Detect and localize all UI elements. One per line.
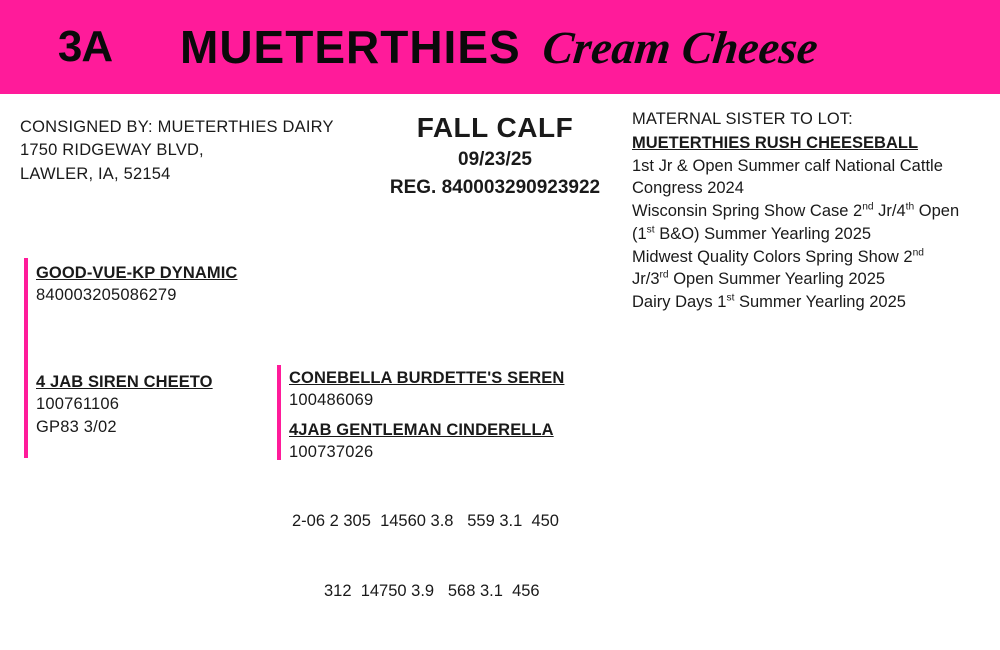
maternal-lot-name: MUETERTHIES RUSH CHEESEBALL bbox=[632, 133, 919, 152]
maternal-sister-block bbox=[632, 108, 992, 314]
maternal-achievement-2-cont: (1st B&O) Summer Yearling 2025 bbox=[632, 224, 872, 243]
farm-name: MUETERTHIES bbox=[180, 21, 521, 73]
maternal-achievement-4: Dairy Days 1st Summer Yearling 2025 bbox=[632, 292, 906, 312]
maternal-achievement-2: Wisconsin Spring Show Case 2nd Jr/4th Open bbox=[632, 201, 960, 221]
pedigree-sire-dam-name: 4 JAB SIREN CHEETO bbox=[36, 373, 213, 391]
consignor-block bbox=[20, 116, 380, 186]
sire-bracket-bar bbox=[24, 258, 28, 458]
pedigree-sire-sire-name: GOOD-VUE-KP DYNAMIC bbox=[36, 264, 238, 282]
pedigree-dam-sire-id: 100486069 bbox=[289, 391, 374, 410]
pedigree-sire-dam-id: 100761106 bbox=[36, 395, 120, 414]
pedigree-dam-sire-name: CONEBELLA BURDETTE'S SEREN bbox=[289, 369, 565, 387]
maternal-achievement-1-cont: Congress 2024 bbox=[632, 179, 744, 198]
pedigree-sire-sire bbox=[36, 262, 266, 307]
animal-summary bbox=[380, 112, 610, 199]
production-records bbox=[292, 463, 692, 650]
maternal-achievement-3-cont: Jr/3rd Open Summer Yearling 2025 bbox=[632, 269, 886, 289]
dam-bracket-bar bbox=[277, 365, 281, 460]
product-name: Cream Cheese bbox=[540, 22, 821, 73]
pedigree-dam-sire bbox=[289, 367, 589, 412]
pedigree-sire-dam bbox=[36, 371, 276, 438]
pedigree-sire-dam-classification: GP83 3/02 bbox=[36, 417, 117, 436]
lot-number: 3A bbox=[57, 22, 113, 71]
animal-birth-date: 09/23/25 bbox=[458, 149, 532, 170]
animal-title: FALL CALF bbox=[416, 112, 574, 143]
maternal-achievement-1: 1st Jr & Open Summer calf National Cattle bbox=[632, 156, 943, 175]
consignor-line-1: CONSIGNED BY: MUETERTHIES DAIRY bbox=[20, 118, 334, 136]
pedigree-sire-sire-id: 840003205086279 bbox=[36, 286, 177, 305]
header-title bbox=[170, 20, 1000, 74]
consignor-line-2: 1750 RIDGEWAY BLVD, bbox=[20, 141, 204, 160]
header-band bbox=[0, 0, 1000, 94]
production-record-line-2: 312 14750 3.9 568 3.1 456 bbox=[324, 582, 540, 601]
animal-registration: REG. 840003290923922 bbox=[389, 177, 601, 198]
pedigree-dam-dam-name: 4JAB GENTLEMAN CINDERELLA bbox=[289, 421, 554, 439]
production-record-line-1: 2-06 2 305 14560 3.8 559 3.1 450 bbox=[292, 511, 559, 530]
maternal-heading: MATERNAL SISTER TO LOT: bbox=[632, 110, 853, 128]
pedigree-dam-dam bbox=[289, 419, 609, 464]
pedigree-dam-dam-id: 100737026 bbox=[289, 443, 374, 462]
maternal-achievement-3: Midwest Quality Colors Spring Show 2nd bbox=[632, 247, 924, 266]
consignor-line-3: LAWLER, IA, 52154 bbox=[20, 164, 171, 183]
